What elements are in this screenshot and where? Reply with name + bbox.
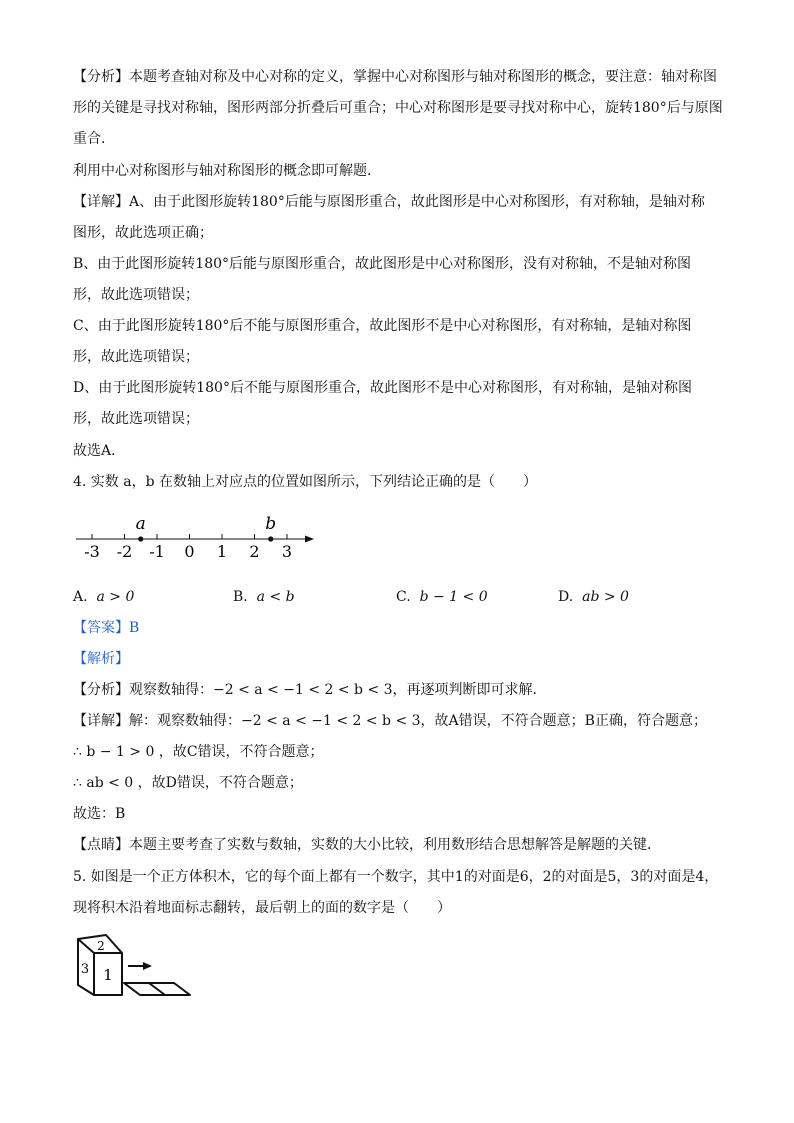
q3-analysis-line-4: 利用中心对称图形与轴对称图形的概念即可解题． (73, 163, 381, 179)
q4-choose-line: 故选：B (73, 806, 126, 822)
q3-analysis-line-1: 【分析】本题考查轴对称及中心对称的定义，掌握中心对称图形与轴对称图形的概念，要注意：轴对称图 (73, 69, 717, 85)
q4-detail-line-3: ∴ ab < 0 ，故D错误，不符合题意； (73, 775, 303, 791)
q3-detail-a-line-1: 【详解】A、由于此图形旋转180°后能与原图形重合，故此图形是中心对称图形，有对称轴，是轴对称 (73, 194, 705, 210)
q3-detail-c-line-2: 形，故此选项错误； (73, 349, 199, 365)
option-c (396, 587, 488, 607)
cube-front-number: 1 (103, 966, 113, 984)
q3-detail-d-line-1: D、由于此图形旋转180°后不能与原图形重合，故此图形不是中心对称图形，有对称轴，是轴对称图 (73, 380, 692, 396)
number-line-tick-label: 0 (184, 542, 195, 561)
q4-comment: 【点睛】本题主要考查了实数与数轴，实数的大小比较，利用数形结合思想解答是解题的关键． (73, 837, 661, 853)
point-b (268, 536, 273, 541)
q3-detail-a-line-2: 图形，故此选项正确； (73, 225, 213, 241)
option-b-letter: B. (233, 589, 248, 605)
cube-left-number: 3 (80, 962, 90, 977)
q4-detail-line-2: ∴ b − 1 > 0 ，故C错误，不符合题意； (73, 744, 324, 760)
q3-detail-c-line-1: C、由于此图形旋转180°后不能与原图形重合，故此图形不是中心对称图形，有对称轴，是轴对称图 (73, 318, 692, 334)
q5-stem-line-1: 5. 如图是一个正方体积木，它的每个面上都有一个数字，其中1的对面是6，2的对面是5，3的对面是4， (73, 869, 719, 885)
option-b-expr: a < b (256, 589, 295, 605)
q4-analysis: 【分析】观察数轴得：−2 < a < −1 < 2 < b < 3，再逐项判断即可求解． (73, 682, 547, 698)
point-b-label: b (265, 514, 277, 534)
ground-track-divider (149, 983, 165, 995)
option-a-letter: A. (73, 589, 88, 605)
q4-stem: 4. 实数 a，b 在数轴上对应点的位置如图所示，下列结论正确的是（ ） (73, 474, 538, 490)
arrow-right-icon (143, 962, 152, 970)
q3-choose-line: 故选A． (73, 443, 126, 459)
point-a (138, 536, 143, 541)
option-d-letter: D. (558, 589, 574, 605)
option-c-letter: C. (396, 589, 411, 605)
number-line-tick-label: -1 (149, 542, 165, 561)
cube-top-number: 2 (97, 939, 105, 953)
number-line-tick-label: -3 (84, 542, 100, 561)
arrow-head-icon (305, 536, 314, 543)
q4-jiexi-heading: 【解析】 (73, 651, 129, 667)
q3-analysis-line-3: 重合． (73, 131, 115, 147)
q3-detail-b-line-1: B、由于此图形旋转180°后能与原图形重合，故此图形是中心对称图形，没有对称轴，不是轴对称图 (73, 256, 692, 272)
q5-stem-line-2: 现将积木沿着地面标志翻转，最后朝上的面的数字是（ ） (73, 900, 451, 916)
cube-figure (74, 933, 199, 999)
q3-detail-d-line-2: 形，故此选项错误； (73, 411, 199, 427)
number-line-figure (70, 510, 330, 565)
q4-answer: 【答案】B (73, 620, 140, 636)
number-line-tick-label: 1 (216, 542, 228, 561)
q4-detail-line-1: 【详解】解：观察数轴得：−2 < a < −1 < 2 < b < 3，故A错误，不符合题意；B正确，符合题意； (73, 713, 707, 729)
option-d (558, 587, 629, 607)
q3-analysis-line-2: 形的关键是寻找对称轴，图形两部分折叠后可重合；中心对称图形是要寻找对称中心，旋转180°后与原图 (73, 100, 723, 116)
number-line-tick-label: 2 (249, 542, 260, 561)
option-c-expr: b − 1 < 0 (419, 589, 488, 605)
option-b (233, 587, 295, 607)
number-line-tick-label: 3 (281, 542, 293, 561)
option-a-expr: a > 0 (96, 589, 135, 605)
q3-detail-b-line-2: 形，故此选项错误； (73, 287, 199, 303)
option-d-expr: ab > 0 (582, 589, 629, 605)
option-a (73, 587, 134, 607)
number-line-tick-label: -2 (116, 542, 133, 561)
point-a-label: a (135, 514, 146, 534)
